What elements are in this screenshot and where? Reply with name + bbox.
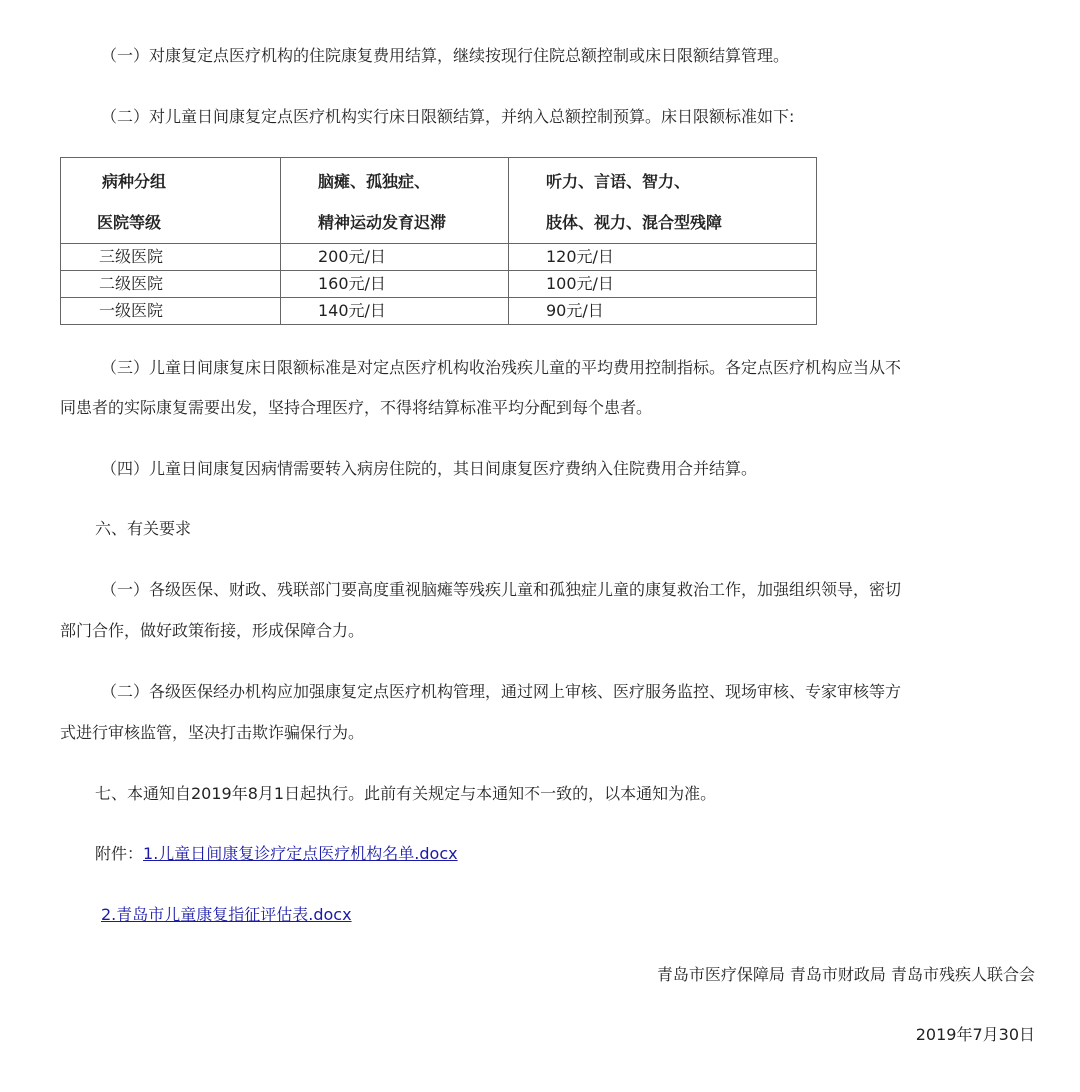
attachments-line [95,843,458,865]
fee-cell: 120元/日 [509,244,817,271]
paragraph-supervision-line2: 式进行审核监管，坚决打击欺诈骗保行为。 [60,723,365,742]
paragraph-inpatient-settlement: （一）对康复定点医疗机构的住院康复费用结算，继续按现行住院总额控制或床日限额结算管理。 [101,46,790,65]
attachments-label: 附件： [95,844,144,863]
attachments-line-2 [101,904,352,926]
fee-cell: 140元/日 [281,298,509,325]
fee-cell: 200元/日 [281,244,509,271]
header-hospital-level: 医院等级 [97,213,162,232]
daily-limit-table [60,157,817,325]
header-cell-cerebral-palsy [281,158,509,244]
paragraph-transfer-inpatient: （四）儿童日间康复因病情需要转入病房住院的，其日间康复医疗费纳入住院费用合并结算。 [101,459,758,478]
section-heading-requirements: 六、有关要求 [95,519,192,538]
issue-date: 2019年7月30日 [915,1025,1035,1044]
table-row [61,271,817,298]
header-cell-group-level [61,158,281,244]
hospital-level-cell: 三级医院 [61,244,281,271]
header-disease-group: 病种分组 [102,172,167,191]
hospital-level-cell: 二级医院 [61,271,281,298]
paragraph-limit-standard-line1: （三）儿童日间康复床日限额标准是对定点医疗机构收治残疾儿童的平均费用控制指标。各定点医疗机构应当从不 [101,358,902,377]
issuing-authorities: 青岛市医疗保障局 青岛市财政局 青岛市残疾人联合会 [656,965,1035,984]
header-cell-hearing-speech [509,158,817,244]
table-row [61,298,817,325]
header-col3-line1: 听力、言语、智力、 [546,172,691,191]
paragraph-supervision-line1: （二）各级医保经办机构应加强康复定点医疗机构管理，通过网上审核、医疗服务监控、现场审核、专家审核等方 [101,682,902,701]
hospital-level-cell: 一级医院 [61,298,281,325]
header-col2-line1: 脑瘫、孤独症、 [318,172,431,191]
paragraph-departments-line1: （一）各级医保、财政、残联部门要高度重视脑瘫等残疾儿童和孤独症儿童的康复救治工作，加强组织领导，密切 [101,580,902,599]
fee-cell: 100元/日 [509,271,817,298]
fee-cell: 160元/日 [281,271,509,298]
attachment-link-2[interactable]: 2.青岛市儿童康复指征评估表.docx [101,905,352,924]
fee-cell: 90元/日 [509,298,817,325]
table-row [61,244,817,271]
paragraph-limit-standard-line2: 同患者的实际康复需要出发，坚持合理医疗，不得将结算标准平均分配到每个患者。 [60,398,653,417]
paragraph-daycare-settlement: （二）对儿童日间康复定点医疗机构实行床日限额结算，并纳入总额控制预算。床日限额标准如下: [101,107,795,126]
paragraph-departments-line2: 部门合作，做好政策衔接，形成保障合力。 [60,621,365,640]
table-header-row [61,158,817,244]
header-col2-line2: 精神运动发育迟滞 [318,213,447,232]
header-col3-line2: 肢体、视力、混合型残障 [546,213,723,232]
section-effective-date: 七、本通知自2019年8月1日起执行。此前有关规定与本通知不一致的，以本通知为准。 [95,784,717,803]
attachment-link-1[interactable]: 1.儿童日间康复诊疗定点医疗机构名单.docx [143,844,458,863]
